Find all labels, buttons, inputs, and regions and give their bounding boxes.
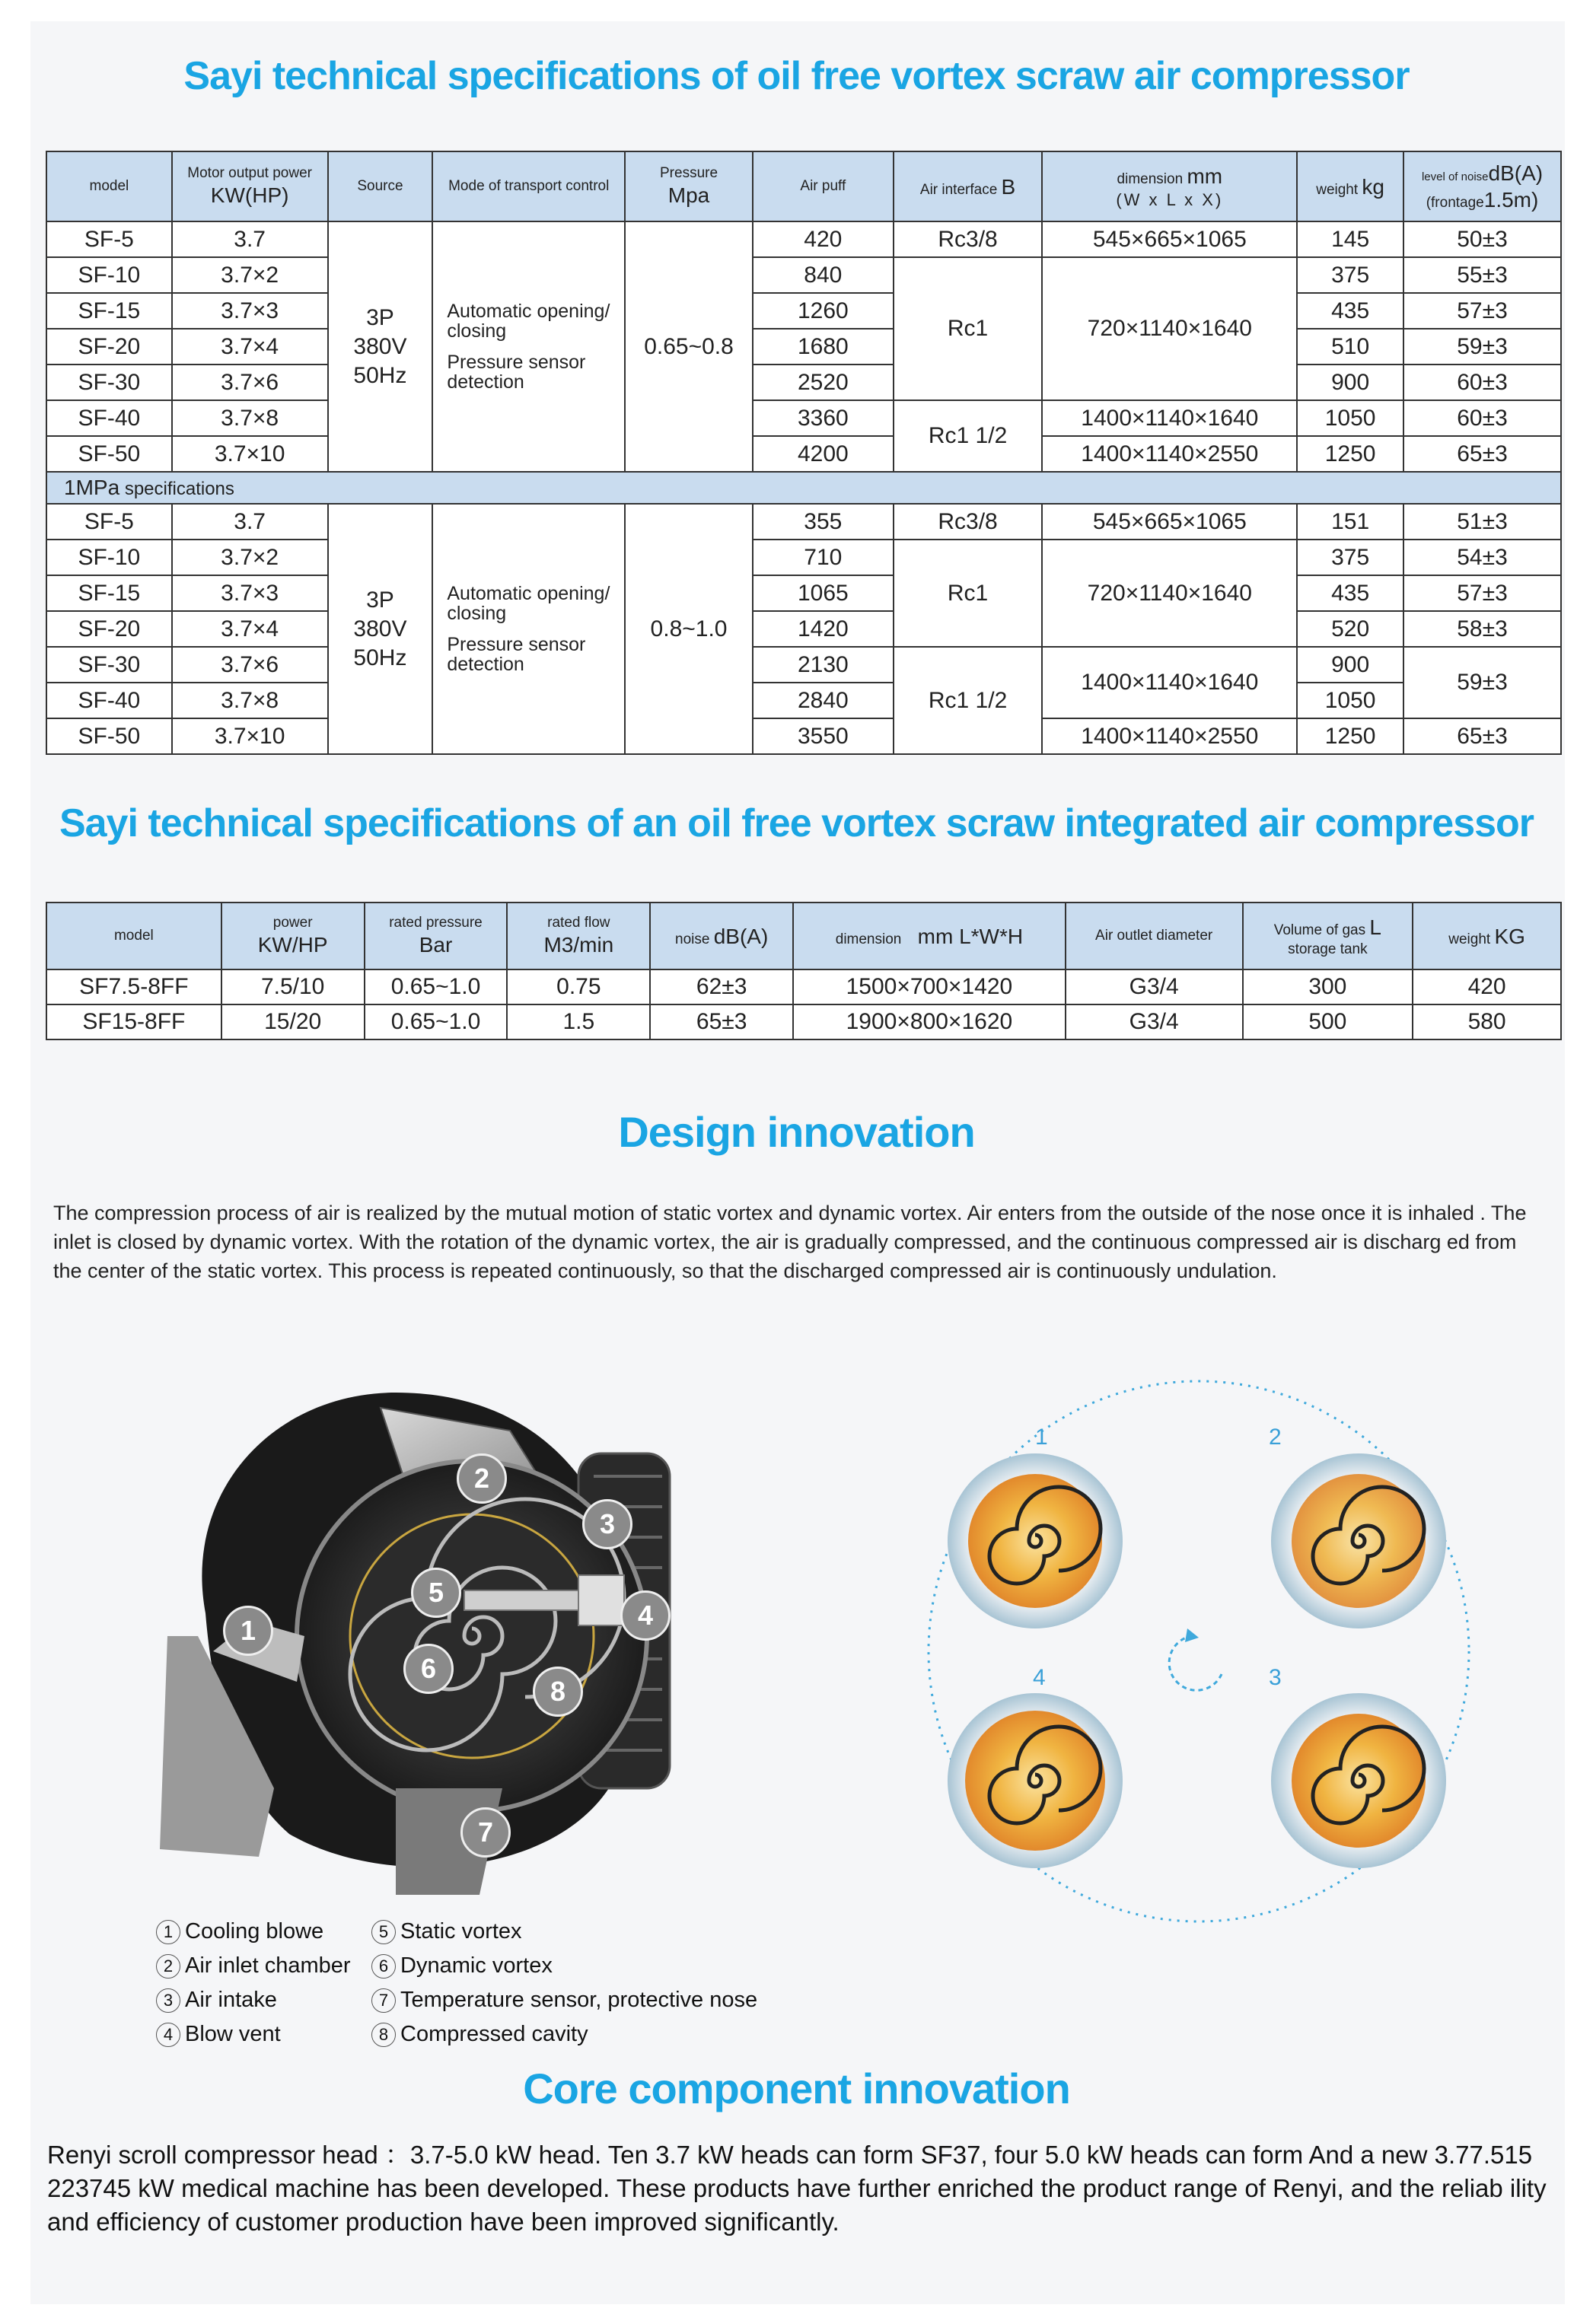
callout-4: 4 (620, 1590, 671, 1641)
col-weight: weight kg (1297, 151, 1403, 221)
design-title: Design innovation (618, 1108, 975, 1156)
callout-7: 7 (460, 1807, 511, 1858)
source-cell: 3P 380V 50Hz (328, 221, 433, 472)
col-tank: Volume of gas L storage tank (1243, 903, 1413, 969)
col-model: model (46, 151, 172, 221)
vortex-stage-2 (1271, 1453, 1446, 1628)
table-row: SF-50 3.7×10 4200 1400×1140×2550 1250 65±3 (46, 436, 1561, 472)
table1-band-row: 1MPa specifications (46, 472, 1561, 504)
table1-title: Sayi technical specifications of oil free vortex scraw air compressor (183, 54, 1410, 98)
stage-label-1: 1 (1035, 1425, 1048, 1450)
table-row: SF-50 3.7×10 3550 1400×1140×2550 1250 65±3 (46, 718, 1561, 754)
spec-table-2 (46, 902, 1562, 1040)
table-row: SF-5 3.7 3P 380V 50Hz Automatic opening/ closing Pressure sensor detection 0.8~1.0 355 Rc3/8 545×665×1065 151 51±3 (46, 504, 1561, 540)
legend-item: 6 Dynamic vortex (371, 1953, 553, 1979)
col-air-interface: Air interface B (894, 151, 1043, 221)
col-pressure: Pressure Mpa (625, 151, 753, 221)
core-title: Core component innovation (523, 2065, 1070, 2112)
col-dimension: dimension mm (W x L x X) (1042, 151, 1297, 221)
table-row: SF-10 3.7×2 840 Rc1 720×1140×1640 375 55±3 (46, 257, 1561, 293)
control-cell: Automatic opening/ closing Pressure sensor detection (432, 221, 625, 472)
table-row: SF7.5-8FF 7.5/10 0.65~1.0 0.75 62±3 1500×700×1420 G3/4 300 420 (46, 969, 1561, 1004)
table-row: SF-40 3.7×8 3360 Rc1 1/2 1400×1140×1640 1050 60±3 (46, 400, 1561, 436)
table-row: SF-20 3.7×4 1420 520 58±3 (46, 611, 1561, 647)
vortex-stage-3 (1271, 1693, 1446, 1868)
table2-title: Sayi technical specifications of an oil free vortex scraw integrated air compressor (59, 801, 1534, 845)
stage-label-4: 4 (1033, 1665, 1046, 1690)
callout-1: 1 (223, 1606, 273, 1656)
compressor-illustration (152, 1362, 753, 1910)
stage-label-3: 3 (1269, 1665, 1282, 1690)
col-power: power KW/HP (221, 903, 365, 969)
vortex-stage-1 (948, 1453, 1123, 1628)
control-cell: Automatic opening/ closing Pressure sensor detection (432, 504, 625, 754)
callout-3: 3 (582, 1499, 632, 1549)
callout-6: 6 (403, 1644, 454, 1694)
table-row: SF-10 3.7×2 710 Rc1 720×1140×1640 375 54±3 (46, 540, 1561, 575)
legend-item: 2 Air inlet chamber (156, 1953, 351, 1979)
spec-table-1 (46, 151, 1562, 755)
vortex-cycle-diagram (864, 1362, 1534, 1925)
table2-header-row (46, 903, 1561, 969)
table-row: SF15-8FF 15/20 0.65~1.0 1.5 65±3 1900×800×1620 G3/4 500 580 (46, 1004, 1561, 1039)
table-row: SF-30 3.7×6 2130 Rc1 1/2 1400×1140×1640 900 59±3 (46, 647, 1561, 683)
vortex-stage-4 (948, 1693, 1123, 1868)
design-paragraph: The compression process of air is realized by the mutual motion of static vortex and dynamic vortex. Air enters from the outside of the nose once it is inhaled . The inlet is closed by dynamic vortex. With the rotation of the dynamic vortex, the air is gradually compressed, and the continuous compressed air is discharg ed from the center of the static vortex. This process is repeated continuously, so that the discharged compressed air is continuously undulation. (53, 1202, 1527, 1282)
core-paragraph: Renyi scroll compressor head ：3.7-5.0 kW head. Ten 3.7 kW heads can form SF37, four 5.0 kW heads can form And a new 3.77.515 223745 kW medical machine has been developed. These products have further enriched the product range of Renyi, and the reliab ility and efficiency of customer production have been improved significantly. (47, 2141, 1547, 2236)
table-row: SF-40 3.7×8 2840 1050 (46, 683, 1561, 718)
callout-2: 2 (457, 1453, 507, 1504)
col-source: Source (328, 151, 433, 221)
col-noise: noise dB(A) (650, 903, 793, 969)
col-outlet: Air outlet diameter (1066, 903, 1243, 969)
col-dimension: dimension mm L*W*H (793, 903, 1066, 969)
col-rated-flow: rated flow M3/min (507, 903, 650, 969)
table-row: SF-15 3.7×3 1065 435 57±3 (46, 575, 1561, 611)
pressure-cell: 0.8~1.0 (625, 504, 753, 754)
vortex-cycle-drawing (864, 1362, 1534, 1925)
table-row: SF-5 3.7 3P 380V 50Hz Automatic opening/ closing Pressure sensor detection 0.65~0.8 420 Rc3/8 545×665×1065 145 50±3 (46, 221, 1561, 257)
legend-item: 3 Air intake (156, 1988, 277, 2013)
legend-item: 5 Static vortex (371, 1919, 522, 1944)
legend-item: 1 Cooling blowe (156, 1919, 323, 1944)
callout-5: 5 (411, 1568, 461, 1618)
col-air-puff: Air puff (753, 151, 894, 221)
source-cell: 3P 380V 50Hz (328, 504, 433, 754)
table-row: SF-20 3.7×4 1680 510 59±3 (46, 329, 1561, 365)
pressure-cell: 0.65~0.8 (625, 221, 753, 472)
col-model: model (46, 903, 221, 969)
table1-header-row (46, 151, 1561, 221)
callout-8: 8 (533, 1667, 583, 1717)
col-noise: level of noisedB(A) (frontage1.5m) (1403, 151, 1561, 221)
stage-label-2: 2 (1269, 1425, 1282, 1450)
col-control: Mode of transport control (432, 151, 625, 221)
legend-item: 7 Temperature sensor, protective nose (371, 1988, 757, 2013)
table-row: SF-30 3.7×6 2520 900 60±3 (46, 365, 1561, 400)
col-motor-power: Motor output power KW(HP) (172, 151, 328, 221)
table-row: SF-15 3.7×3 1260 435 57±3 (46, 293, 1561, 329)
legend-item: 8 Compressed cavity (371, 2022, 588, 2047)
rotation-arrow-icon (1169, 1628, 1222, 1690)
col-rated-pressure: rated pressure Bar (365, 903, 508, 969)
legend-item: 4 Blow vent (156, 2022, 281, 2047)
col-weight: weight KG (1413, 903, 1561, 969)
